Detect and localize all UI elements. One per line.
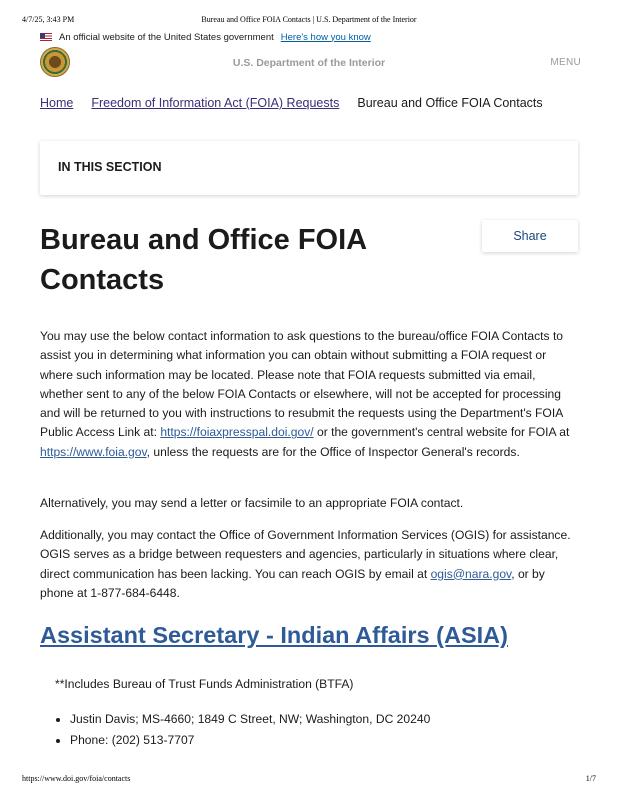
list-item: • Justin Davis; MS-4660; 1849 C Street, NW; Washington, DC 20240 [70,709,430,730]
intro-text-2: or the government's central website for FOIA at [313,425,570,440]
asia-heading-link[interactable]: Assistant Secretary - Indian Affairs (ASIA) [40,622,508,648]
breadcrumb-foia-requests[interactable]: Freedom of Information Act (FOIA) Requests [91,96,340,110]
heres-how-you-know-link[interactable]: Here's how you know [280,31,371,43]
page-title: Bureau and Office FOIA Contacts [40,224,367,296]
asia-contact-list [40,709,430,751]
print-page-number: 1/7 [585,774,596,783]
gov-banner-text: An official website of the United States government [59,31,274,43]
breadcrumb-home[interactable]: Home [40,96,74,110]
gov-banner [40,30,371,44]
print-datetime: 4/7/25, 3:43 PM [22,15,75,24]
print-header [22,15,596,27]
asia-includes-note: **Includes Bureau of Trust Funds Administration (BTFA) [55,677,354,691]
ogis-text-1: Additionally, you may contact the Office of Government Information Services (OGIS) for assistance. OGIS serves as a bridge between requesters and agencies, particularly in situations where clear, direct communication has been lacking. You can reach OGIS by email at [40,528,571,581]
foiaxpress-link[interactable]: https://foiaxpresspal.doi.gov/ [160,425,314,440]
intro-paragraph [40,327,580,462]
ogis-text-2: , or by phone at 1-877-684-6448. [40,566,545,600]
breadcrumb-current: Bureau and Office FOIA Contacts [357,96,543,110]
in-this-section-toggle[interactable] [40,141,578,195]
intro-text-1: You may use the below contact information to ask questions to the bureau/office FOIA Contacts to assist you in determining what information you can obtain without submitting a FOIA request or where such information may be located. Please note that FOIA requests submitted via email, whether sent to any of the below FOIA Contacts or elsewhere, will not be accepted for processing and will be returned to you with instructions to resubmit the requests using the Department's FOIA Public Access Link at: [40,329,564,440]
print-footer [22,774,596,784]
foia-gov-link[interactable]: https://www.foia.gov [40,444,147,459]
ogis-email-link[interactable]: ogis@nara.gov [430,566,512,581]
intro-text-3: , unless the requests are for the Office of Inspector General's records. [146,444,520,459]
alternative-paragraph: Alternatively, you may send a letter or facsimile to an appropriate FOIA contact. [40,496,464,510]
ogis-paragraph [40,526,580,603]
list-item: • Phone: (202) 513-7707 [70,730,430,751]
breadcrumb [40,96,543,110]
site-name[interactable]: U.S. Department of the Interior [232,57,386,69]
print-page-title: Bureau and Office FOIA Contacts | U.S. Department of the Interior [201,15,417,24]
in-this-section-label: IN THIS SECTION [58,160,162,174]
share-button[interactable]: Share [482,220,578,252]
print-url: https://www.doi.gov/foia/contacts [22,774,131,783]
menu-button[interactable]: MENU [550,57,581,68]
us-flag-icon [40,33,52,41]
